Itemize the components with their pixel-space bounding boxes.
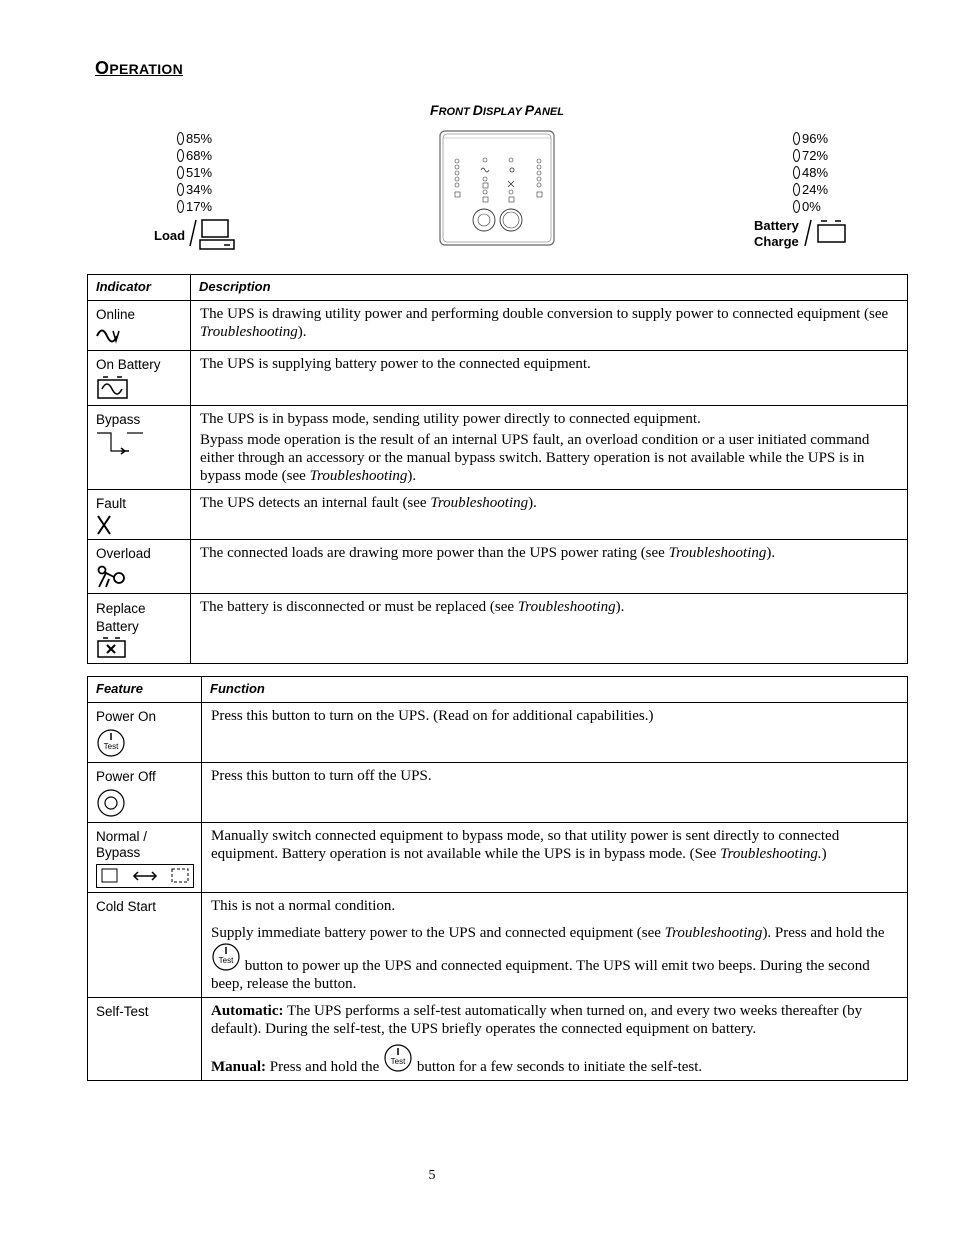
- table-row-fault: Fault The UPS detects an internal fault (see Troubleshooting).: [88, 490, 908, 540]
- replace-battery-icon: [96, 637, 128, 659]
- led-icon: [793, 183, 800, 196]
- fault-x-icon: [96, 515, 114, 535]
- front-display-panel-diagram: [438, 128, 558, 248]
- led-icon: [177, 200, 184, 213]
- overload-icon: [96, 565, 128, 589]
- svg-text:Test: Test: [390, 1057, 406, 1066]
- indicator-name: Bypass: [96, 412, 141, 427]
- column-header-indicator: Indicator: [88, 275, 191, 301]
- load-level-34: 34%: [177, 181, 212, 198]
- bypass-icon: [96, 431, 144, 455]
- load-level-gauge: [177, 130, 212, 215]
- feature-name: Power On: [96, 709, 157, 724]
- indicator-name: Replace: [96, 601, 146, 616]
- battery-charge-gauge: [793, 130, 828, 215]
- table-row-self-test: Self-Test Automatic: The UPS performs a self-test automatically when turned on, and every two weeks thereafter (by default). During the self-test, the UPS briefly operates the connected equipment on battery. Manual: Press and hold the Test button for a few seconds to initiate the self-test.: [88, 998, 908, 1081]
- feature-name: Normal /: [96, 829, 148, 844]
- page-number: 5: [428, 1168, 436, 1183]
- section-subheading: FRONT DISPLAY PANEL: [430, 102, 564, 118]
- table-row-power-off: Power Off Press this button to turn off the UPS.: [88, 763, 908, 823]
- battery-level-72: 72%: [793, 147, 828, 164]
- online-sine-icon: [96, 326, 128, 344]
- indicator-name: Fault: [96, 496, 127, 511]
- test-button-icon: [211, 942, 241, 972]
- feature-name: Self-Test: [96, 1004, 149, 1019]
- battery-charge-label: Battery Charge: [754, 218, 799, 249]
- indicator-name: On Battery: [96, 357, 161, 372]
- svg-text:Test: Test: [218, 956, 234, 965]
- power-off-icon: [96, 788, 128, 818]
- table-row-replace-battery: Replace Battery The battery is disconnected or must be replaced (see Troubleshooting).: [88, 594, 908, 664]
- table-row-normal-bypass: Normal / Bypass Manually switch connected equipment to bypass mode, so that utility power is sent directly to connected equipment. Battery operation is not available while the UPS is in bypass mode. (See Troubleshooting.): [88, 823, 908, 893]
- led-icon: [177, 132, 184, 145]
- led-icon: [177, 166, 184, 179]
- power-on-test-icon: [96, 728, 128, 758]
- column-header-function: Function: [202, 677, 908, 703]
- load-level-17: 17%: [177, 198, 212, 215]
- battery-icon: [803, 218, 849, 248]
- battery-level-48: 48%: [793, 164, 828, 181]
- led-icon: [793, 200, 800, 213]
- led-icon: [793, 149, 800, 162]
- table-header-row: [88, 677, 908, 703]
- table-row-overload: Overload The connected loads are drawing more power than the UPS power rating (see Troubleshooting).: [88, 540, 908, 594]
- feature-name: Power Off: [96, 769, 156, 784]
- load-level-51: 51%: [177, 164, 212, 181]
- load-computer-icon: [188, 218, 238, 252]
- table-row-bypass: Bypass The UPS is in bypass mode, sending utility power directly to connected equipment. Bypass mode operation is the result of an internal UPS fault, an overload condition or a user initiated command either through an accessory or the manual bypass switch. Battery operation is not available while the UPS is in bypass mode (see Troubleshooting).: [88, 406, 908, 490]
- table-row-cold-start: Cold Start This is not a normal condition. Supply immediate battery power to the UPS and connected equipment (see Troubleshooting). Press and hold the Test button to power up the UPS and connected equipment. The UPS will emit two beeps. During the second beep, release the button.: [88, 893, 908, 998]
- normal-bypass-icon: [96, 864, 194, 888]
- led-icon: [177, 149, 184, 162]
- led-icon: [177, 183, 184, 196]
- table-row-power-on: Power On Test Press this button to turn on the UPS. (Read on for additional capabilities.): [88, 703, 908, 763]
- battery-level-24: 24%: [793, 181, 828, 198]
- test-button-icon: [383, 1043, 413, 1073]
- feature-table: [87, 676, 908, 1081]
- column-header-feature: Feature: [88, 677, 202, 703]
- load-level-68: 68%: [177, 147, 212, 164]
- load-label: Load: [154, 228, 186, 243]
- table-header-row: [88, 275, 908, 301]
- indicator-name: Online: [96, 307, 136, 322]
- column-header-description: Description: [191, 275, 908, 301]
- page-heading: OPERATION: [95, 58, 184, 78]
- led-icon: [793, 166, 800, 179]
- battery-sine-icon: [96, 376, 130, 400]
- svg-text:Test: Test: [103, 742, 119, 751]
- feature-name: Cold Start: [96, 899, 157, 914]
- battery-level-0: 0%: [793, 198, 828, 215]
- indicator-table: [87, 274, 908, 664]
- table-row-on-battery: On Battery The UPS is supplying battery power to the connected equipment.: [88, 351, 908, 406]
- indicator-name: Overload: [96, 546, 151, 561]
- led-icon: [793, 132, 800, 145]
- battery-level-96: 96%: [793, 130, 828, 147]
- table-row-online: Online The UPS is drawing utility power and performing double conversion to supply power to connected equipment (see Troubleshooting).: [88, 301, 908, 351]
- load-level-85: 85%: [177, 130, 212, 147]
